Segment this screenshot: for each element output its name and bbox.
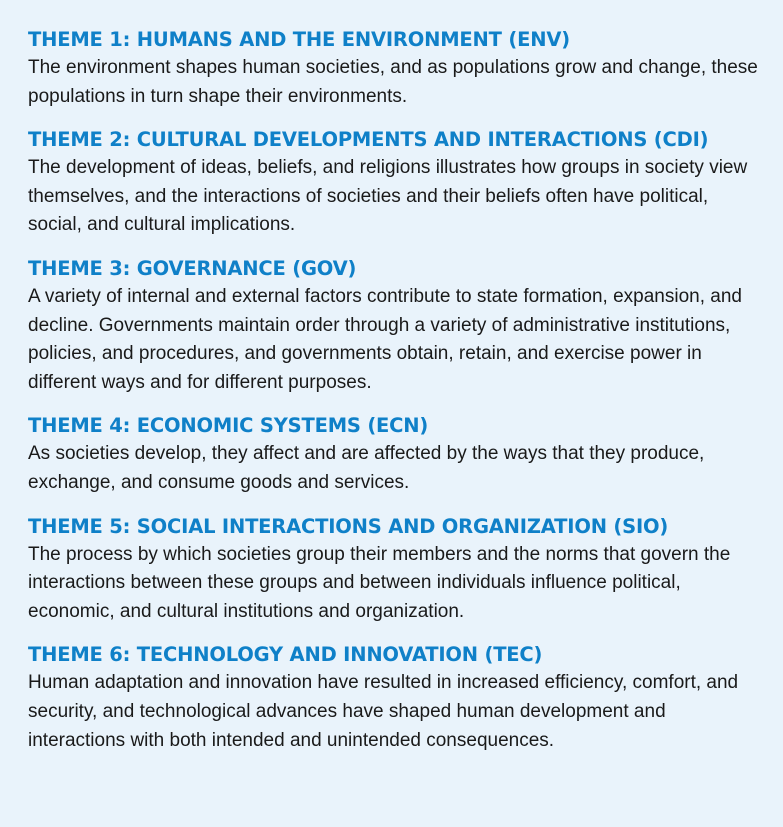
theme-title: THEME 5: SOCIAL INTERACTIONS AND ORGANIZATION (SIO): [28, 514, 669, 538]
theme-description: The process by which societies group their members and the norms that govern the interactions between these groups and between individuals influence political, economic, and cultural institutions and organization.: [28, 543, 731, 622]
theme-env: [28, 26, 763, 111]
theme-cdi: [28, 126, 763, 240]
theme-description: As societies develop, they affect and are affected by the ways that they produce, exchange, and consume goods and services.: [28, 443, 705, 493]
theme-ecn: [28, 412, 763, 497]
theme-gov: [28, 255, 763, 397]
theme-description: The environment shapes human societies, and as populations grow and change, these populations in turn shape their environments.: [28, 57, 758, 107]
theme-title: THEME 2: CULTURAL DEVELOPMENTS AND INTERACTIONS (CDI): [28, 128, 709, 152]
theme-title: THEME 4: ECONOMIC SYSTEMS (ECN): [28, 414, 429, 438]
theme-description: A variety of internal and external factors contribute to state formation, expansion, and decline. Governments maintain order through a variety of administrative institutions, policies, and procedures, and governments obtain, retain, and exercise power in different ways and for different purposes.: [28, 285, 742, 393]
theme-title: THEME 6: TECHNOLOGY AND INNOVATION (TEC): [28, 643, 543, 667]
theme-description: Human adaptation and innovation have resulted in increased efficiency, comfort, and security, and technological advances have shaped human development and interactions with both intended and unintended consequences.: [28, 672, 739, 751]
theme-tec: [28, 641, 763, 755]
theme-description: The development of ideas, beliefs, and religions illustrates how groups in society view themselves, and the interactions of societies and their beliefs often have political, social, and cultural implications.: [28, 157, 748, 236]
theme-title: THEME 3: GOVERNANCE (GOV): [28, 256, 357, 280]
theme-sio: [28, 513, 763, 627]
theme-title: THEME 1: HUMANS AND THE ENVIRONMENT (ENV): [28, 28, 570, 51]
